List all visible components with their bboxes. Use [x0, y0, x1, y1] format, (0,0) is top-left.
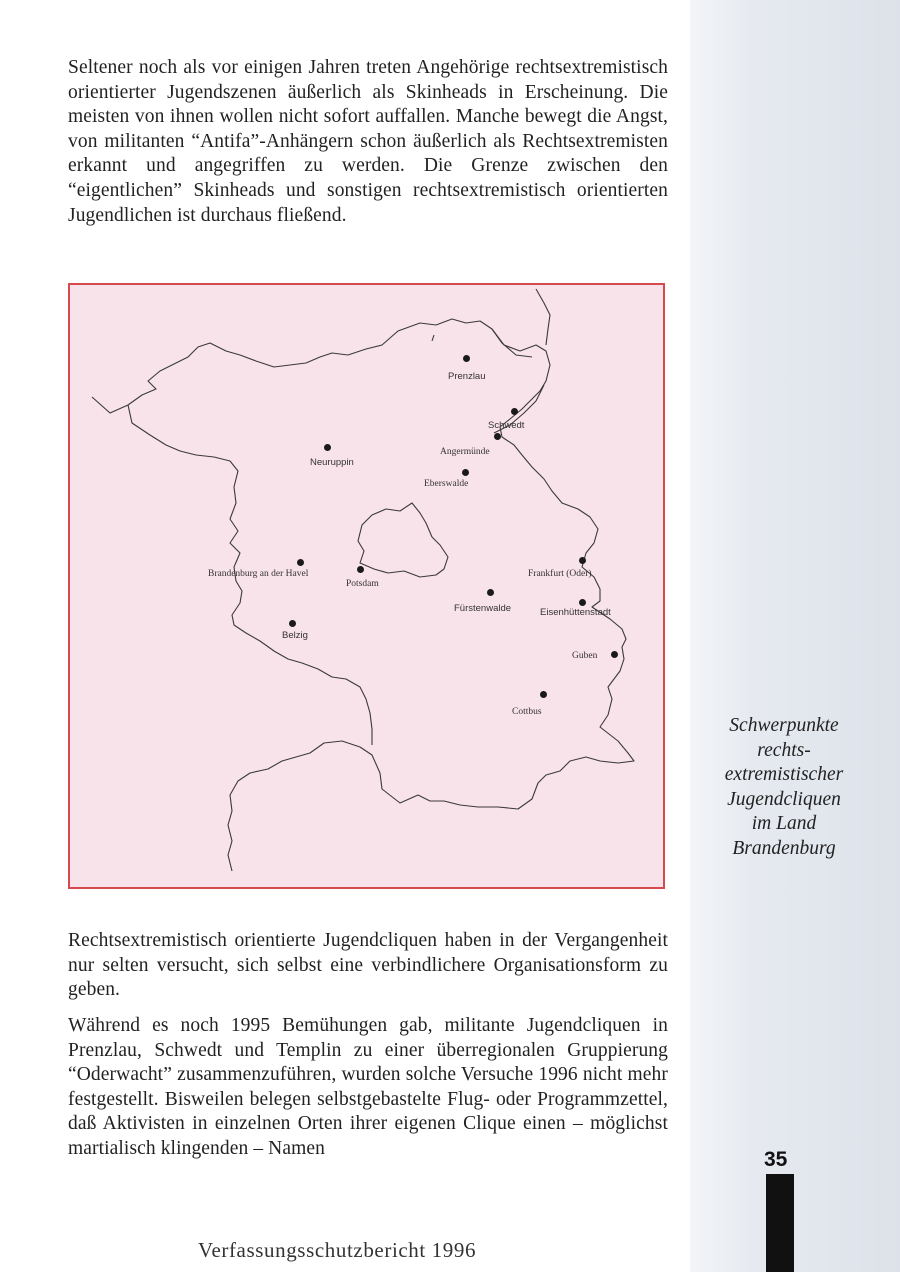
margin-strip: [690, 0, 900, 1272]
map-caption: [700, 714, 868, 861]
caption-line: im Land: [751, 813, 817, 834]
city-label-eberswalde: Eberswalde: [424, 479, 469, 489]
city-label-frankfurt: Frankfurt (Oder): [528, 569, 592, 579]
city-dot-brandenburg: [297, 559, 304, 566]
city-dot-angermuende: [494, 433, 501, 440]
city-dot-potsdam: [357, 566, 364, 573]
paragraph-oderwacht: Während es noch 1995 Bemühungen gab, militante Jugendcliquen in Prenzlau, Schwedt und Templin zu einer überregionalen Gruppierung “Oderwacht” zusammenzuführen, wurden solche Versuche 1996 nicht mehr festgestellt. Bisweilen belegen selbstgebastelte Flug- oder Programmzettel, daß Aktivisten in einzelnen Orten ihrer eigenen Clique einen – möglichst martialisch klingenden – Namen: [68, 1015, 668, 1159]
paragraph-intro: Seltener noch als vor einigen Jahren treten Angehörige rechtsextremistisch orientierter Jugendszenen äußerlich als Skinheads in Erscheinung. Die meisten von ihnen wollen nicht sofort auffallen. Manche bewegt die Angst, von militanten “Antifa”-Anhängern schon äußerlich als Rechtsextremisten erkannt und angegriffen zu werden. Die Grenze zwischen den “eigentlichen” Skinheads und sonstigen rechtsextremistisch orientierten Jugendlichen ist durchaus fließend.: [68, 57, 668, 226]
city-dot-guben: [611, 651, 618, 658]
caption-line: Schwerpunkte: [729, 715, 839, 736]
city-dot-eberswalde: [462, 469, 469, 476]
city-label-prenzlau: Prenzlau: [448, 371, 486, 382]
city-dot-prenzlau: [463, 355, 470, 362]
caption-line: extremistischer: [724, 764, 844, 785]
city-label-guben: Guben: [572, 651, 598, 661]
city-dot-belzig: [289, 620, 296, 627]
city-dot-frankfurt: [579, 557, 586, 564]
city-label-neuruppin: Neuruppin: [310, 457, 354, 468]
city-dot-schwedt: [511, 408, 518, 415]
city-dot-neuruppin: [324, 444, 331, 451]
caption-line: rechts-: [757, 739, 811, 761]
caption-line: Brandenburg: [732, 837, 836, 859]
page-number: 35: [764, 1148, 788, 1171]
page-marker-bar: [766, 1174, 794, 1272]
city-label-belzig: Belzig: [282, 630, 308, 641]
city-label-angermuende: Angermünde: [440, 447, 490, 457]
city-label-cottbus: Cottbus: [512, 707, 542, 717]
caption-line: Jugendcliquen: [727, 788, 841, 810]
paragraph-organisation: Rechtsextremistisch orientierte Jugendcliquen haben in der Vergangenheit nur selten versucht, sich selbst eine verbindlichere Organisationsform zu geben.: [68, 930, 668, 1001]
footer-title: Verfassungsschutzbericht 1996: [198, 1238, 477, 1262]
city-label-brandenburg: Brandenburg an der Havel: [208, 569, 309, 579]
brandenburg-map: [68, 283, 665, 889]
city-label-potsdam: Potsdam: [346, 579, 379, 589]
city-dot-cottbus: [540, 691, 547, 698]
city-dot-fuerstenwalde: [487, 589, 494, 596]
city-label-schwedt: Schwedt: [488, 420, 525, 431]
city-label-eisenhuettenstadt: Eisenhüttenstadt: [540, 607, 611, 618]
city-label-fuerstenwalde: Fürstenwalde: [454, 603, 512, 614]
city-dot-eisenhuettenstadt: [579, 599, 586, 606]
